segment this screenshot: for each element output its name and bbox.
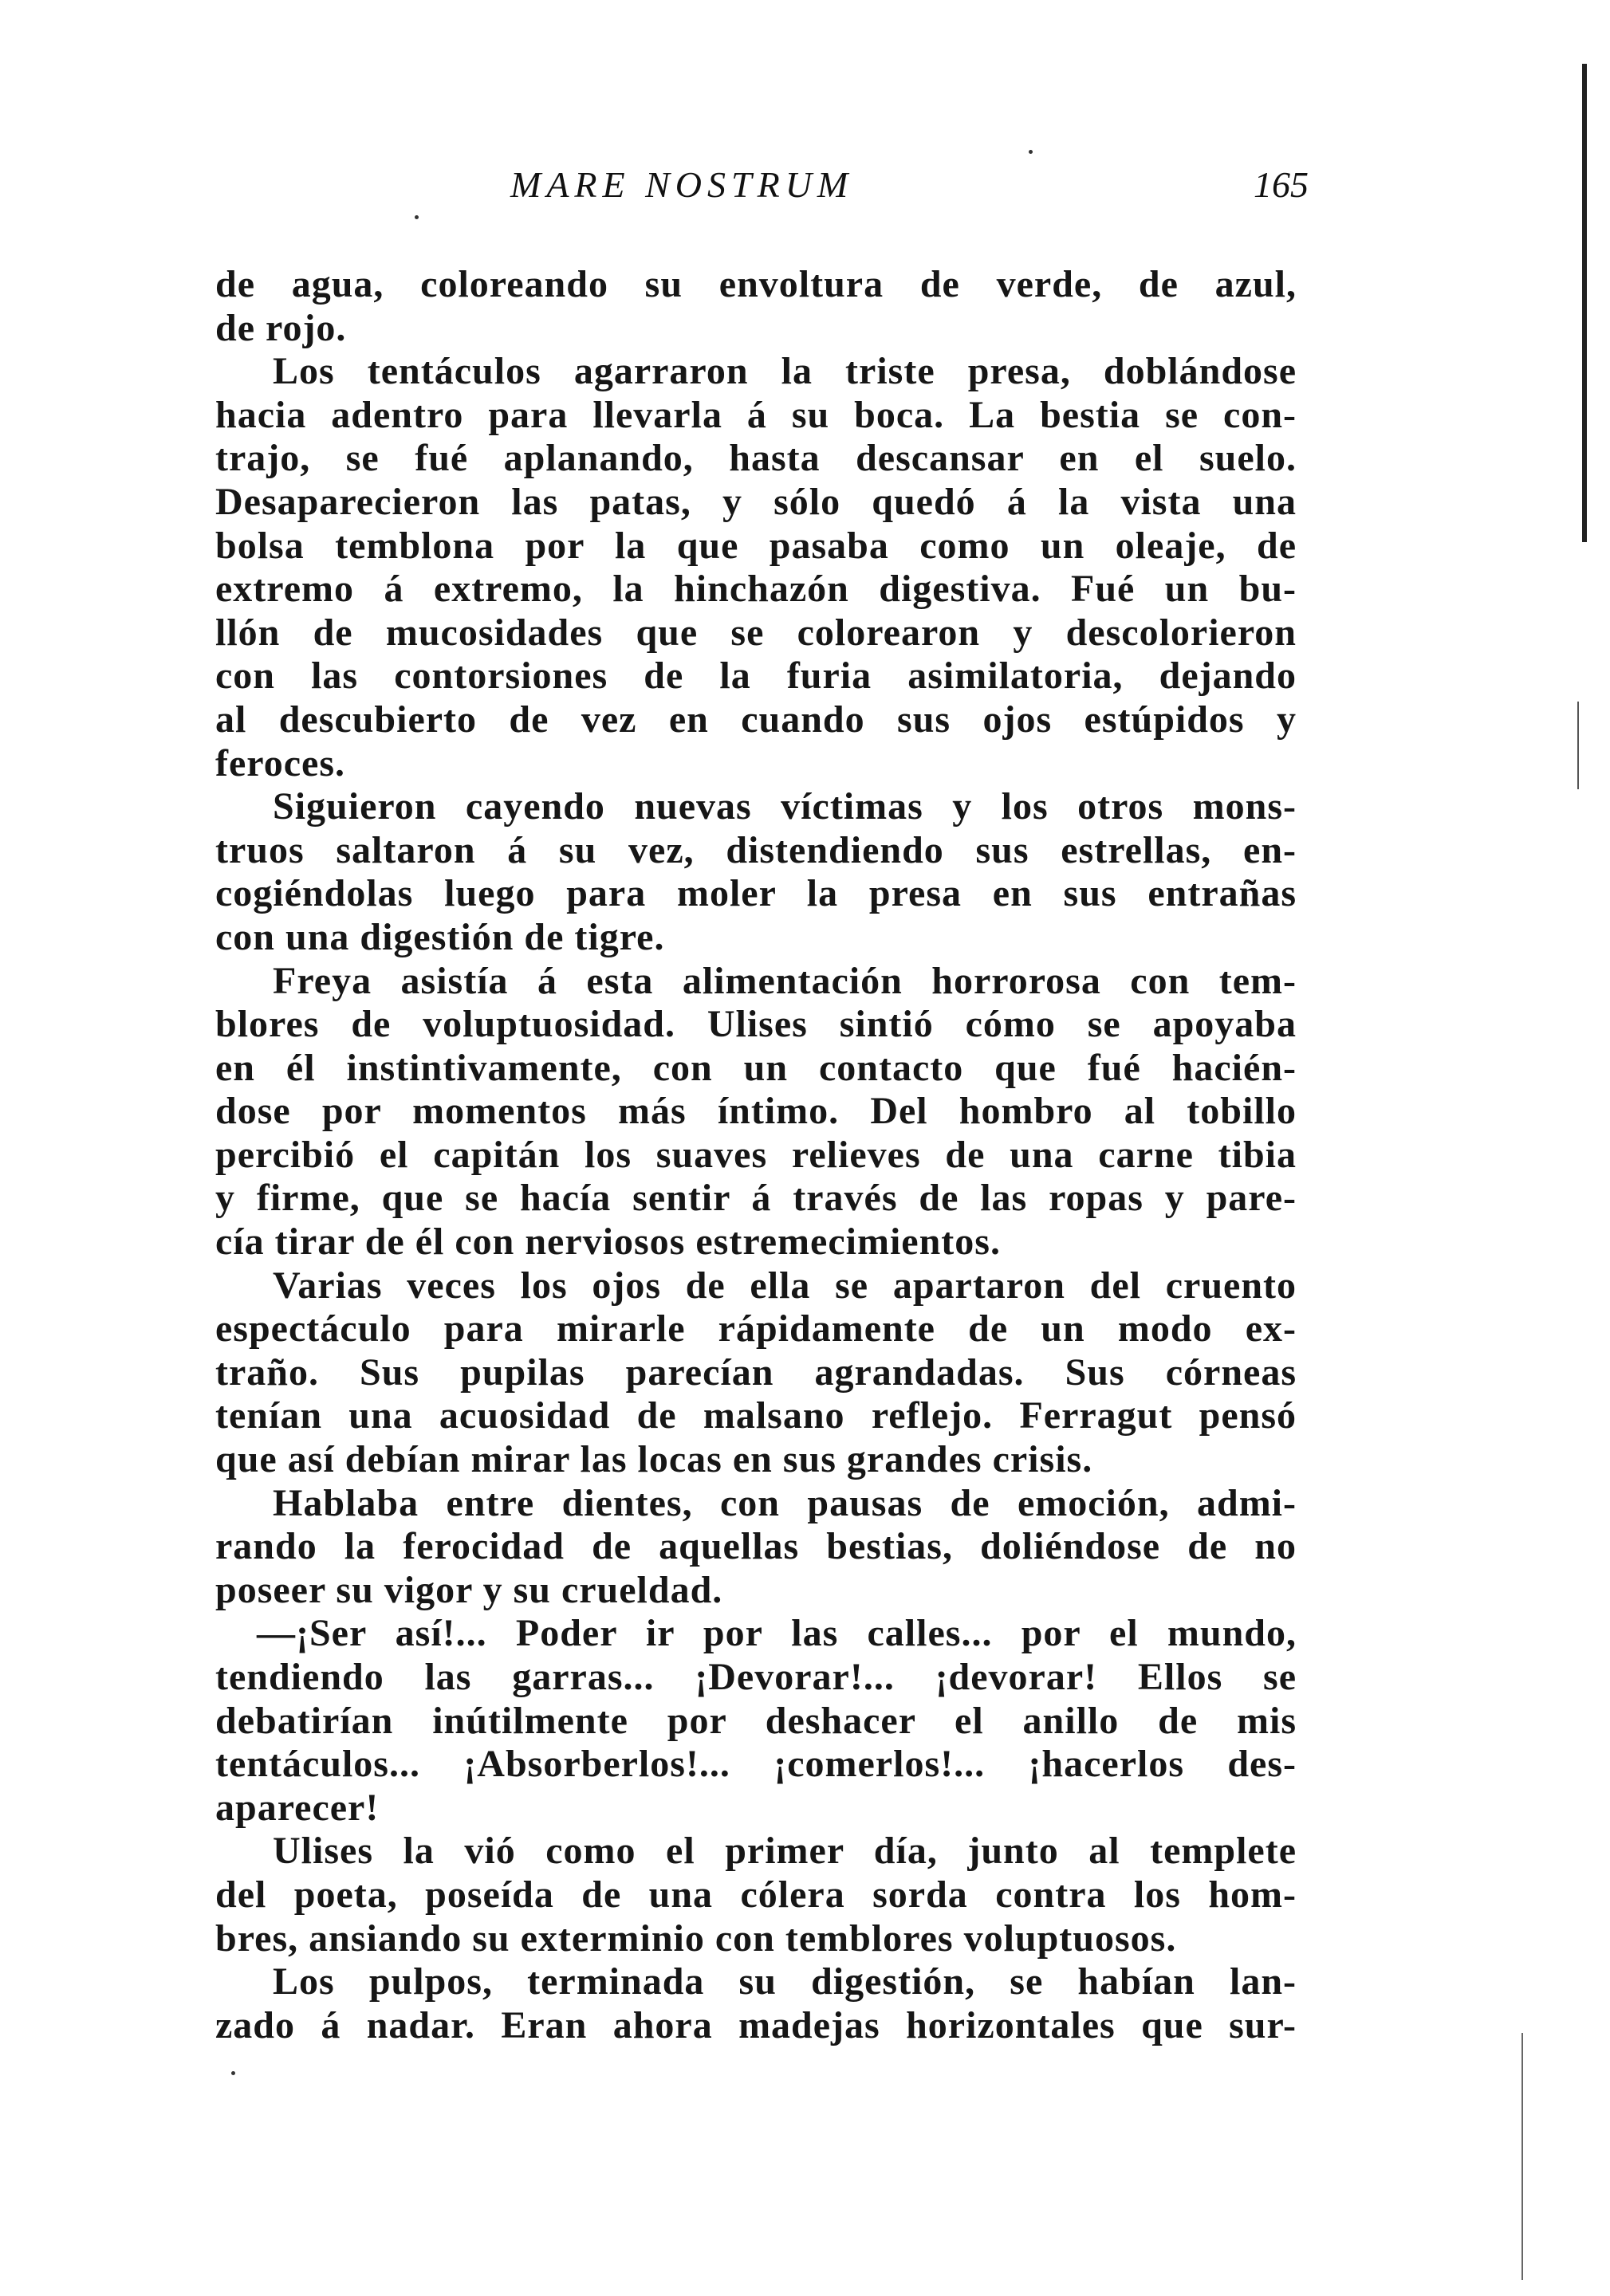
scan-edge-mark xyxy=(1577,702,1579,789)
text-line xyxy=(215,1917,1297,1961)
paragraph xyxy=(215,263,1297,350)
paragraph xyxy=(215,1264,1297,1482)
text-line xyxy=(215,1787,1297,1830)
text-line-content: al descubierto de vez en cuando sus ojos estúpidos y xyxy=(215,698,1297,741)
text-line xyxy=(215,1264,1297,1308)
text-line-content: cogiéndolas luego para moler la presa en sus entrañas xyxy=(215,872,1297,915)
text-line xyxy=(215,1525,1297,1569)
text-line xyxy=(215,307,1297,351)
text-line-content: en él instintivamente, con un contacto que fué hacién- xyxy=(215,1046,1297,1089)
text-line-content: Freya asistía á esta alimentación horrorosa con tem- xyxy=(273,959,1297,1002)
scan-speck xyxy=(1029,150,1033,154)
scan-speck xyxy=(415,215,419,219)
text-line xyxy=(215,1569,1297,1613)
text-line-content: Hablaba entre dientes, con pausas de emoción, admi- xyxy=(273,1481,1297,1524)
text-line xyxy=(215,1003,1297,1047)
text-line xyxy=(215,829,1297,873)
text-line-content: del poeta, poseída de una cólera sorda contra los hom- xyxy=(215,1873,1297,1916)
text-line xyxy=(215,742,1297,786)
text-line-content: Desaparecieron las patas, y sólo quedó á la vista una xyxy=(215,480,1297,523)
text-line-content: Los pulpos, terminada su digestión, se habían lan- xyxy=(273,1960,1297,2003)
text-line-content: espectáculo para mirarle rápidamente de un modo ex- xyxy=(215,1307,1297,1350)
text-line-content: y firme, que se hacía sentir á través de las ropas y pare- xyxy=(215,1177,1297,1220)
text-line-content: traño. Sus pupilas parecían agrandadas. Sus córneas xyxy=(215,1350,1297,1394)
text-line xyxy=(215,1700,1297,1744)
paragraph xyxy=(215,1830,1297,1960)
text-line xyxy=(215,1960,1297,2004)
text-line xyxy=(215,481,1297,525)
text-line xyxy=(215,1656,1297,1700)
text-line-content: rando la ferocidad de aquellas bestias, doliéndose de no xyxy=(215,1525,1297,1568)
text-line xyxy=(215,698,1297,742)
paragraph xyxy=(215,1482,1297,1613)
text-line xyxy=(215,785,1297,829)
text-line-content: —¡Ser así!... Poder ir por las calles... por el mundo, xyxy=(257,1612,1297,1655)
text-line xyxy=(215,1177,1297,1221)
text-line-content: cía tirar de él con nerviosos estremecimientos. xyxy=(215,1221,1001,1264)
text-line-content: llón de mucosidades que se colorearon y descolorieron xyxy=(215,611,1297,654)
text-line xyxy=(215,1351,1297,1395)
text-line-content: percibió el capitán los suaves relieves de una carne tibia xyxy=(215,1133,1297,1176)
text-line xyxy=(215,525,1297,568)
text-line xyxy=(215,611,1297,655)
text-line xyxy=(215,1743,1297,1787)
text-line xyxy=(215,1830,1297,1873)
page-number: 165 xyxy=(1254,164,1309,205)
text-line xyxy=(215,1221,1297,1264)
text-line xyxy=(215,1438,1297,1482)
text-line xyxy=(215,655,1297,698)
text-line-content: feroces. xyxy=(215,741,346,784)
text-line-content: dose por momentos más íntimo. Del hombro al tobillo xyxy=(215,1090,1297,1133)
text-line-content: aparecer! xyxy=(215,1786,380,1829)
paragraph xyxy=(215,785,1297,959)
text-line-content: de agua, coloreando su envoltura de verde, de azul, xyxy=(215,263,1297,305)
text-line-content: que así debían mirar las locas en sus grandes crisis. xyxy=(215,1438,1093,1481)
text-line-content: hacia adentro para llevarla á su boca. La bestia se con- xyxy=(215,393,1297,436)
scan-edge-mark xyxy=(1521,2033,1523,2280)
paragraph xyxy=(215,960,1297,1264)
scan-speck xyxy=(231,2071,235,2075)
paragraph xyxy=(215,350,1297,785)
body-text xyxy=(215,263,1297,2047)
text-line-content: debatirían inútilmente por deshacer el anillo de mis xyxy=(215,1699,1297,1742)
text-line xyxy=(215,350,1297,394)
text-line-content: bres, ansiando su exterminio con temblores voluptuosos. xyxy=(215,1917,1177,1960)
text-line-content: Los tentáculos agarraron la triste presa, doblándose xyxy=(273,350,1297,393)
text-line xyxy=(215,1134,1297,1177)
text-line-content: bolsa temblona por la que pasaba como un oleaje, de xyxy=(215,524,1297,567)
text-line-content: de rojo. xyxy=(215,306,347,349)
text-line xyxy=(215,916,1297,960)
paragraph xyxy=(215,1960,1297,2047)
text-line xyxy=(215,1482,1297,1526)
text-line-content: tentáculos... ¡Absorberlos!... ¡comerlos!... ¡hacerlos des- xyxy=(215,1743,1297,1786)
paragraph xyxy=(215,1612,1297,1830)
text-line-content: con una digestión de tigre. xyxy=(215,915,665,958)
text-line xyxy=(215,263,1297,307)
text-line xyxy=(215,1090,1297,1134)
text-line-content: tenían una acuosidad de malsano reflejo. Ferragut pensó xyxy=(215,1394,1297,1437)
text-line xyxy=(215,1307,1297,1351)
text-line xyxy=(215,872,1297,916)
text-line-content: poseer su vigor y su crueldad. xyxy=(215,1568,723,1611)
text-line-content: Siguieron cayendo nuevas víctimas y los otros mons- xyxy=(273,785,1297,828)
text-line xyxy=(215,568,1297,611)
text-line-content: blores de voluptuosidad. Ulises sintió cómo se apoyaba xyxy=(215,1003,1297,1046)
text-line-content: truos saltaron á su vez, distendiendo sus estrellas, en- xyxy=(215,828,1297,871)
text-line-content: Ulises la vió como el primer día, junto al templete xyxy=(273,1830,1297,1873)
scan-edge-line xyxy=(1582,64,1587,542)
text-line xyxy=(215,960,1297,1004)
text-line xyxy=(215,1047,1297,1091)
text-line-content: extremo á extremo, la hinchazón digestiva. Fué un bu- xyxy=(215,568,1297,611)
text-line-content: trajo, se fué aplanando, hasta descansar en el suelo. xyxy=(215,437,1297,480)
text-line-content: zado á nadar. Eran ahora madejas horizontales que sur- xyxy=(215,2003,1297,2046)
text-line-content: Varias veces los ojos de ella se apartaron del cruento xyxy=(273,1264,1297,1307)
text-line xyxy=(215,1394,1297,1438)
text-line xyxy=(215,437,1297,481)
text-line xyxy=(215,1612,1297,1656)
running-title: MARE NOSTRUM xyxy=(510,164,854,205)
text-line xyxy=(215,394,1297,438)
text-line xyxy=(215,2004,1297,2048)
text-line-content: tendiendo las garras... ¡Devorar!... ¡devorar! Ellos se xyxy=(215,1656,1297,1698)
text-line xyxy=(215,1873,1297,1917)
text-line-content: con las contorsiones de la furia asimilatoria, dejando xyxy=(215,655,1297,698)
